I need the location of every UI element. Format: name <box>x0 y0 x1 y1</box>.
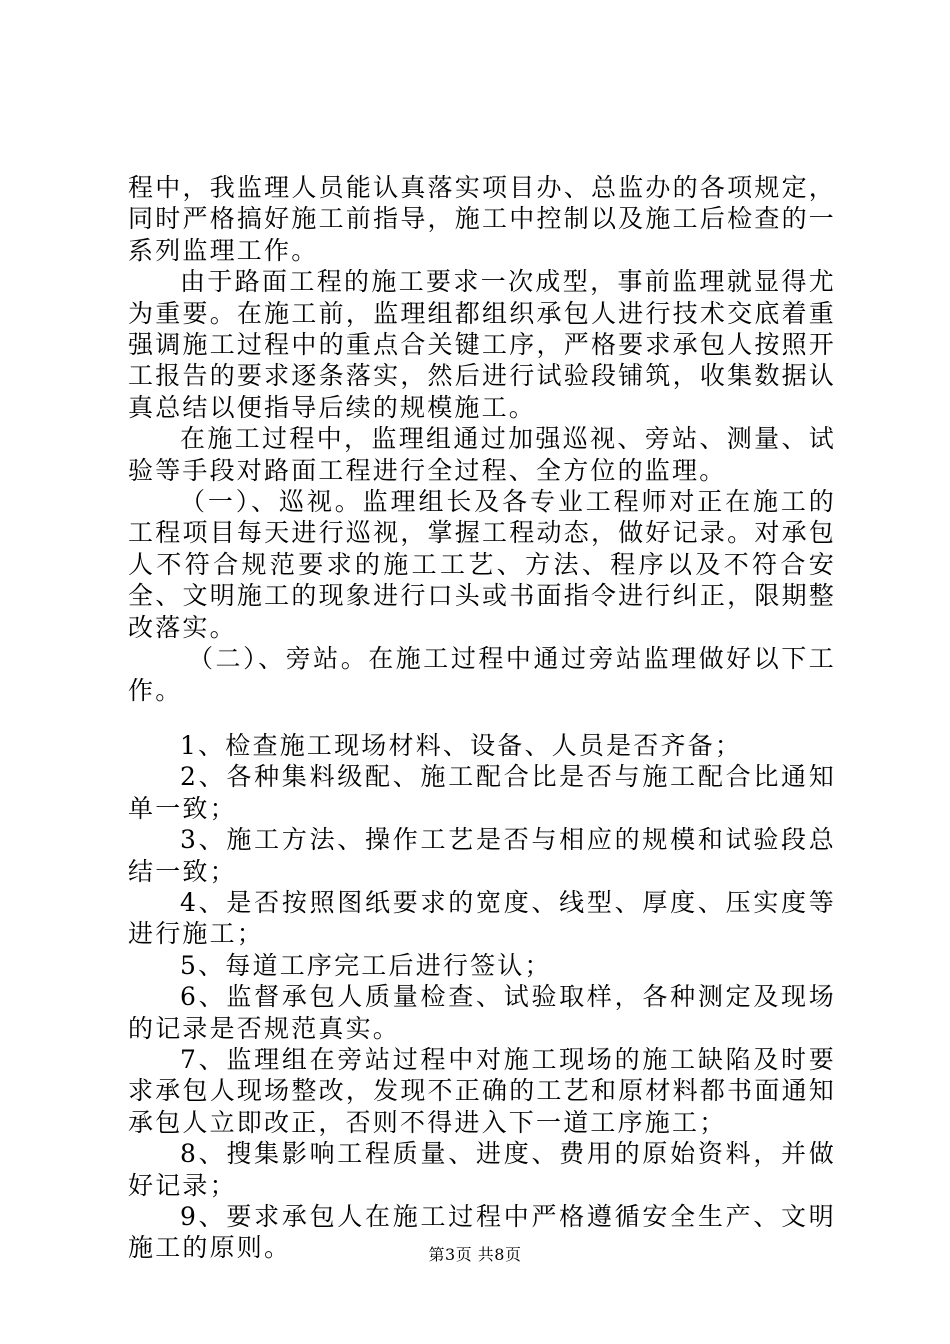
paragraph-pre-construction: 由于路面工程的施工要求一次成型，事前监理就显得尤为重要。在施工前，监理组都组织承包人进行技术交底着重强调施工过程中的重点合关键工序，严格要求承包人按照开工报告的要求逐条落实，然后进行试验段铺筑，收集数据认真总结以便指导后续的规模施工。 <box>128 267 836 422</box>
list-item: 2、各种集料级配、施工配合比是否与施工配合比通知单一致； <box>128 762 836 823</box>
page-number-footer: 第3页 共8页 <box>428 1245 522 1264</box>
list-item: 7、监理组在旁站过程中对施工现场的施工缺陷及时要求承包人现场整改，发现不正确的工艺和原材料都书面通知承包人立即改正，否则不得进入下一道工序施工； <box>128 1044 836 1137</box>
document-body <box>128 172 836 1264</box>
paragraph-inspection: （一）、巡视。监理组长及各专业工程师对正在施工的工程项目每天进行巡视，掌握工程动态，做好记录。对承包人不符合规范要求的施工工艺、方法、程序以及不符合安全、文明施工的现象进行口头或书面指令进行纠正，限期整改落实。 <box>128 487 836 642</box>
list-item: 8、搜集影响工程质量、进度、费用的原始资料，并做好记录； <box>128 1139 836 1200</box>
paragraph-construction-process: 在施工过程中，监理组通过加强巡视、旁站、测量、试验等手段对路面工程进行全过程、全方位的监理。 <box>128 424 836 485</box>
list-item: 4、是否按照图纸要求的宽度、线型、厚度、压实度等进行施工； <box>128 887 836 949</box>
list-item: 5、每道工序完工后进行签认； <box>180 950 552 980</box>
list-item: 9、要求承包人在施工过程中严格遵循安全生产、文明施工的原则。 <box>128 1202 836 1263</box>
paragraph-spacer <box>128 706 836 730</box>
list-item: 3、施工方法、操作工艺是否与相应的规模和试验段总结一致； <box>128 825 836 886</box>
list-item: 1、检查施工现场材料、设备、人员是否齐备； <box>180 730 743 760</box>
paragraph-continuation: 程中，我监理人员能认真落实项目办、总监办的各项规定，同时严格搞好施工前指导，施工中控制以及施工后检查的一系列监理工作。 <box>128 173 836 265</box>
list-item: 6、监督承包人质量检查、试验取样，各种测定及现场的记录是否规范真实。 <box>128 982 836 1043</box>
paragraph-supervision-intro: （二）、旁站。在施工过程中通过旁站监理做好以下工作。 <box>128 644 836 705</box>
